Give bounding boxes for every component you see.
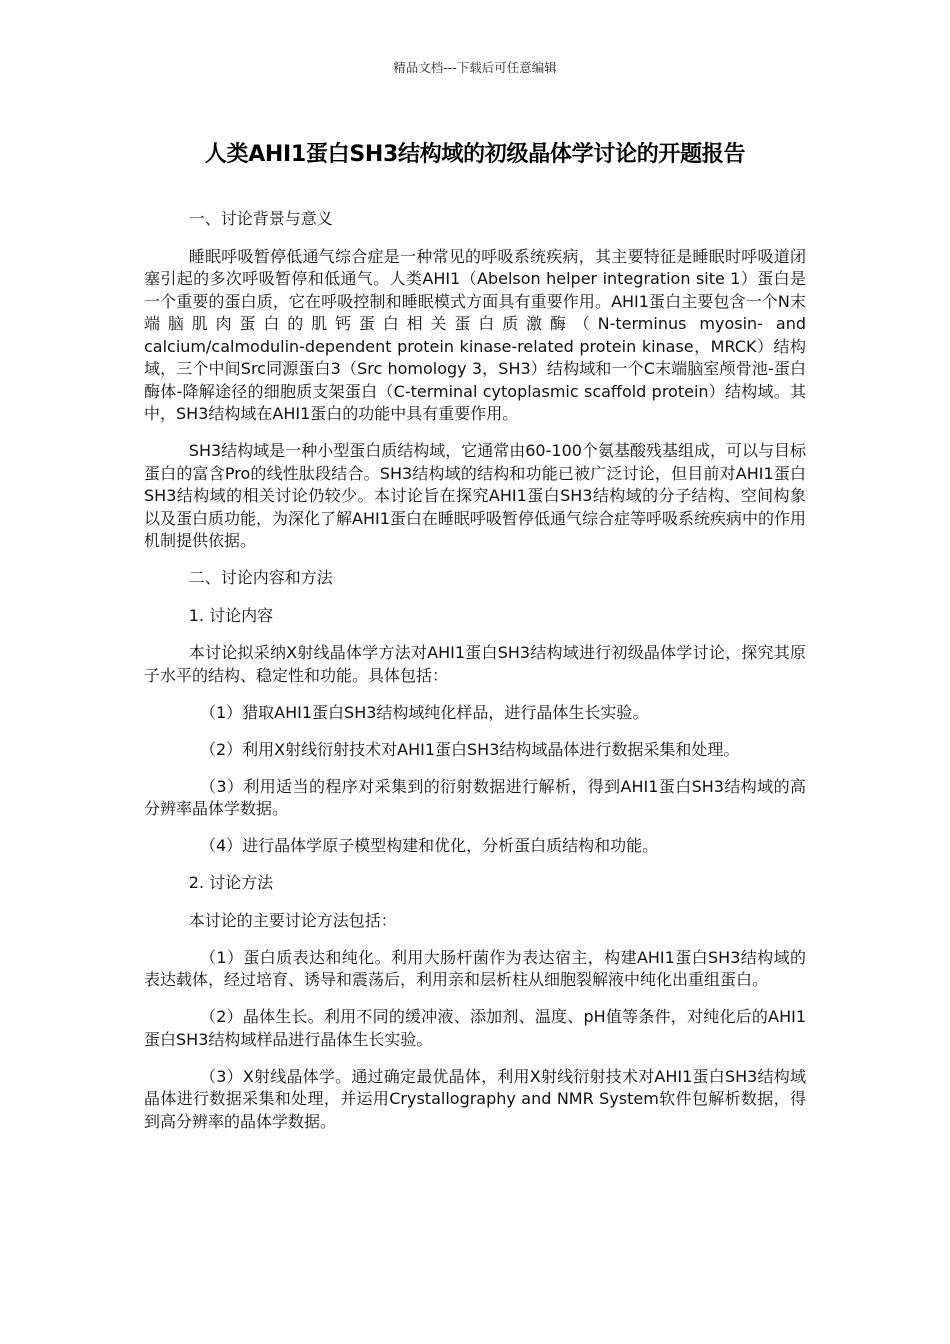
document-body: [144, 208, 806, 1148]
section-heading-background: 一、讨论背景与意义: [188, 209, 333, 228]
list-item: （1）蛋白质表达和纯化。利用大肠杆菌作为表达宿主，构建AHI1蛋白SH3结构域的表达载体，经过培育、诱导和震荡后，利用亲和层析柱从细胞裂解液中纯化出重组蛋白。: [144, 947, 806, 989]
document-title: 人类AHI1蛋白SH3结构域的初级晶体学讨论的开题报告: [204, 142, 746, 167]
subsection-heading-content: 1. 讨论内容: [188, 605, 274, 625]
list-item: （2）晶体生长。利用不同的缓冲液、添加剂、温度、pH值等条件，对纯化后的AHI1蛋白SH3结构域样品进行晶体生长实验。: [144, 1007, 806, 1049]
paragraph: 睡眠呼吸暂停低通气综合症是一种常见的呼吸系统疾病，其主要特征是睡眠时呼吸道闭塞引起的多次呼吸暂停和低通气。人类AHI1（Abelson helper integration site 1）蛋白是一个重要的蛋白质，它在呼吸控制和睡眠模式方面具有重要作用。AHI1蛋白主要包含一个N末端脑肌肉蛋白的肌钙蛋白相关蛋白质激酶（N-terminus myosin- and calcium/calmodulin-dependent protein kinase-related protein kinase，MRCK）结构域，三个中间Src同源蛋白3（Src homology 3，SH3）结构域和一个C末端脑室颅骨池-蛋白酶体-降解途径的细胞质支架蛋白（C-terminal cytoplasmic scaffold protein）结构域。其中，SH3结构域在AHI1蛋白的功能中具有重要作用。: [144, 246, 806, 423]
subsection-heading-methods: 2. 讨论方法: [188, 873, 274, 892]
section-heading-content-methods: 二、讨论内容和方法: [188, 568, 333, 587]
list-item: （3）利用适当的程序对采集到的衍射数据进行解析，得到AHI1蛋白SH3结构域的高分辨率晶体学数据。: [144, 776, 806, 818]
list-item: （1）猎取AHI1蛋白SH3结构域纯化样品，进行晶体生长实验。: [200, 702, 649, 722]
list-item: （2）利用X射线衍射技术对AHI1蛋白SH3结构域晶体进行数据采集和处理。: [200, 739, 740, 759]
paragraph: 本讨论拟采纳X射线晶体学方法对AHI1蛋白SH3结构域进行初级晶体学讨论，探究其原子水平的结构、稳定性和功能。具体包括：: [144, 643, 806, 685]
paragraph: 本讨论的主要讨论方法包括：: [188, 910, 397, 930]
page-header: 精品文档---下载后可任意编辑: [393, 60, 557, 75]
list-item: （4）进行晶体学原子模型构建和优化，分析蛋白质结构和功能。: [200, 836, 659, 855]
list-item: （3）X射线晶体学。通过确定最优晶体，利用X射线衍射技术对AHI1蛋白SH3结构域晶体进行数据采集和处理，并运用Crystallography and NMR System软件包解析数据，得到高分辨率的晶体学数据。: [144, 1066, 806, 1131]
paragraph: SH3结构域是一种小型蛋白质结构域，它通常由60-100个氨基酸残基组成，可以与目标蛋白的富含Pro的线性肽段结合。SH3结构域的结构和功能已被广泛讨论，但目前对AHI1蛋白SH3结构域的相关讨论仍较少。本讨论旨在探究AHI1蛋白SH3结构域的分子结构、空间构象以及蛋白质功能，为深化了解AHI1蛋白在睡眠呼吸暂停低通气综合症等呼吸系统疾病中的作用机制提供依据。: [144, 441, 806, 550]
